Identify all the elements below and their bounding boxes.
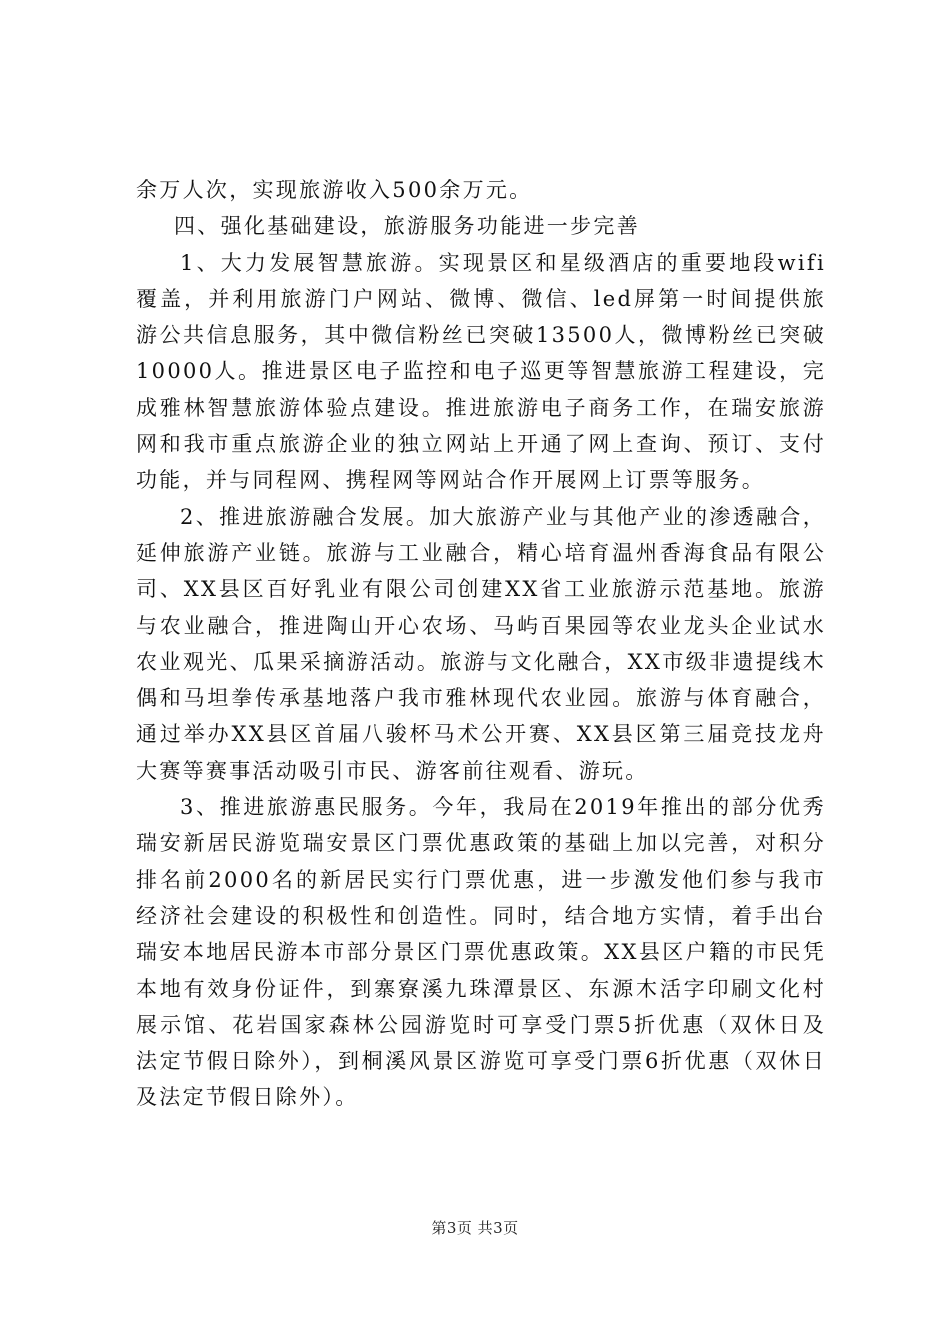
paragraph-continuation: 余万人次，实现旅游收入500余万元。 bbox=[136, 178, 533, 202]
paragraph-item-1: 1、大力发展智慧旅游。实现景区和星级酒店的重要地段wifi覆盖，并利用旅游门户网站、微博、微信、led屏第一时间提供旅游公共信息服务，其中微信粉丝已突破13500人，微博粉丝已突破10000人。推进景区电子监控和电子巡更等智慧旅游工程建设，完成雅林智慧旅游体验点建设。推进旅游电子商务工作，在瑞安旅游网和我市重点旅游企业的独立网站上开通了网上查询、预订、支付功能，并与同程网、携程网等网站合作开展网上订票等服务。 bbox=[136, 250, 826, 493]
paragraph-item-3: 3、推进旅游惠民服务。今年，我局在2019年推出的部分优秀瑞安新居民游览瑞安景区门票优惠政策的基础上加以完善，对积分排名前2000名的新居民实行门票优惠，进一步激发他们参与我市经济社会建设的积极性和创造性。同时，结合地方实情，着手出台瑞安本地居民游本市部分景区门票优惠政策。XX县区户籍的市民凭本地有效身份证件，到寨寮溪九珠潭景区、东源木活字印刷文化村展示馆、花岩国家森林公园游览时可享受门票5折优惠（双休日及法定节假日除外），到桐溪风景区游览可享受门票6折优惠（双休日及法定节假日除外）。 bbox=[136, 795, 826, 1110]
section-heading: 四、强化基础建设，旅游服务功能进一步完善 bbox=[174, 214, 640, 239]
page-number-footer: 第3页 共3页 bbox=[431, 1219, 519, 1237]
paragraph-item-2: 2、推进旅游融合发展。加大旅游产业与其他产业的渗透融合，延伸旅游产业链。旅游与工业融合，精心培育温州香海食品有限公司、XX县区百好乳业有限公司创建XX省工业旅游示范基地。旅游与农业融合，推进陶山开心农场、马屿百果园等农业龙头企业试水农业观光、瓜果采摘游活动。旅游与文化融合，XX市级非遗提线木偶和马坦拳传承基地落户我市雅林现代农业园。旅游与体育融合，通过举办XX县区首届八骏杯马术公开赛、XX县区第三届竞技龙舟大赛等赛事活动吸引市民、游客前往观看、游玩。 bbox=[136, 504, 826, 783]
document-body bbox=[136, 172, 826, 1116]
